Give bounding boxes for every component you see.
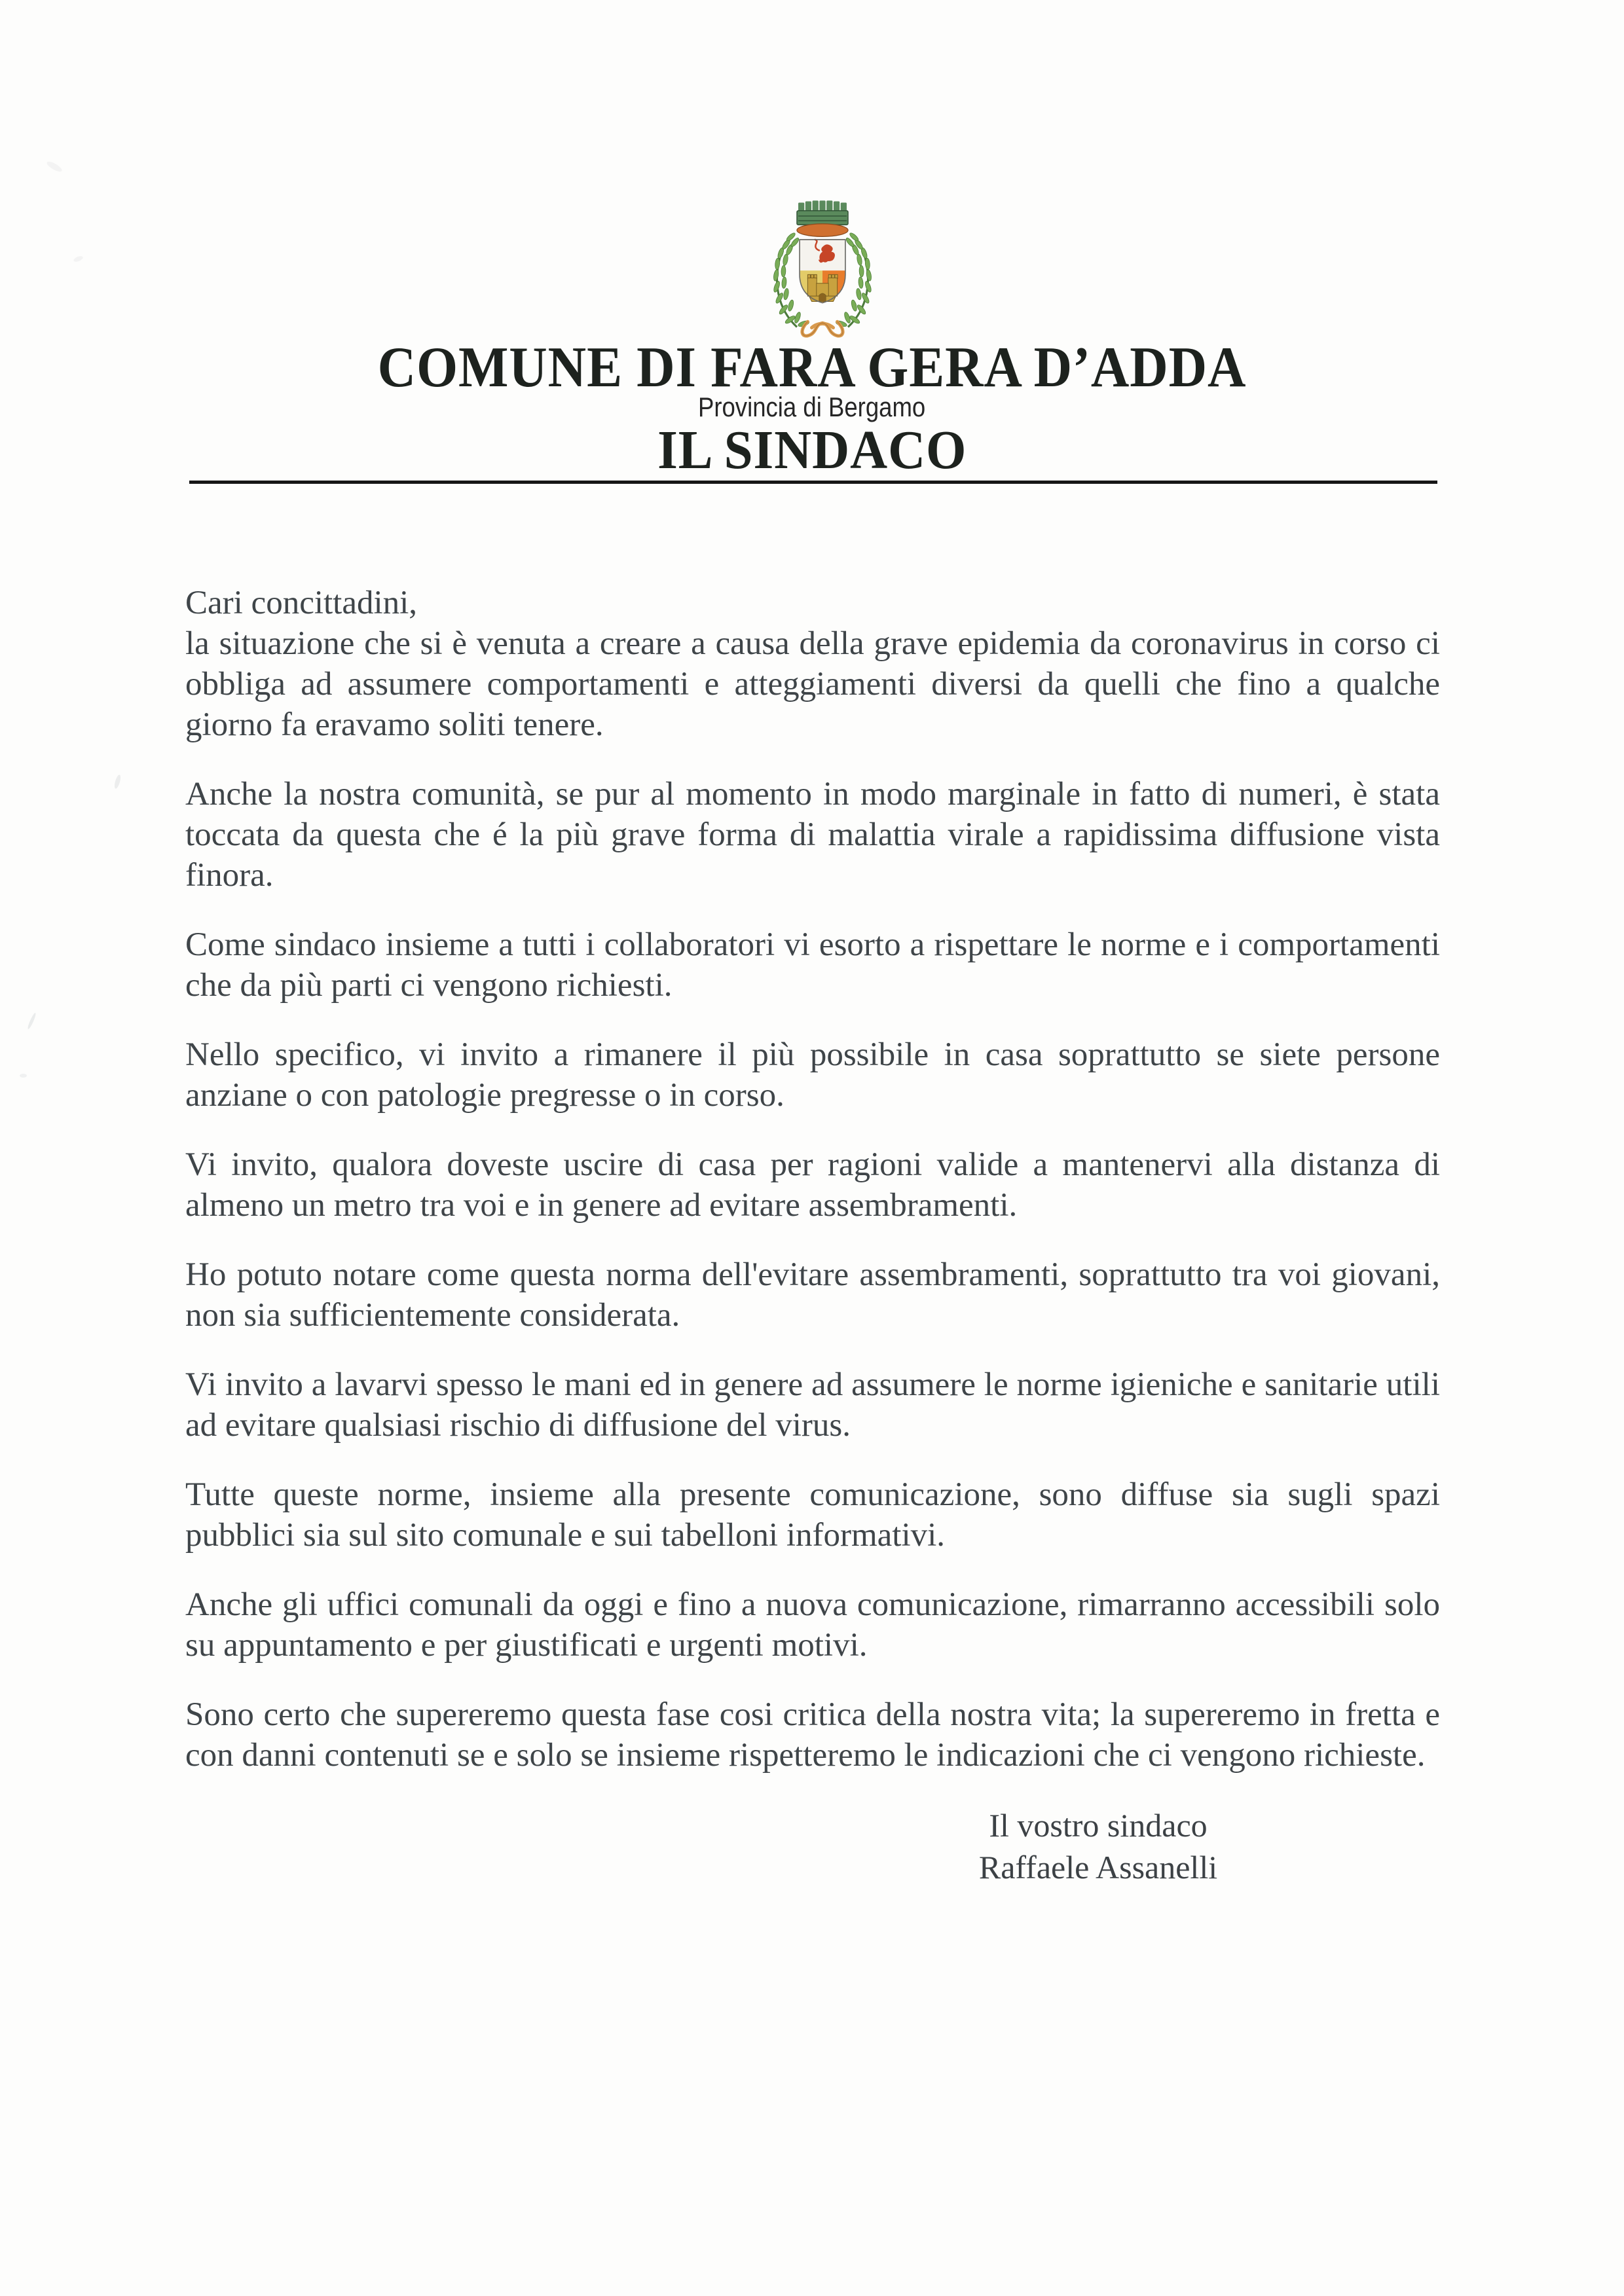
paragraph-8: Tutte queste norme, insieme alla presente comunicazione, sono diffuse sia sugli spazi pubblici sia sul sito comunale e sui tabelloni informativi.	[185, 1476, 1440, 1554]
header-divider	[189, 481, 1437, 484]
paragraph-1: la situazione che si è venuta a creare a causa della grave epidemia da coronavirus in corso ci obbliga ad assumere comportamenti e atteggiamenti diversi da quelli che fino a qualche giorno fa eravamo soliti tenere.	[185, 625, 1440, 743]
signature-block	[756, 1804, 1440, 1888]
scan-artifact	[113, 774, 122, 789]
paragraph-7: Vi invito a lavarvi spesso le mani ed in genere ad assumere le norme igieniche e sanitarie utili ad evitare qualsiasi rischio di diffusione del virus.	[185, 1366, 1440, 1444]
scan-artifact	[27, 1012, 37, 1030]
scan-artifact	[20, 1074, 27, 1078]
paragraph-4: Nello specifico, vi invito a rimanere il più possibile in casa soprattutto se siete persone anziane o con patologie pregresse o in corso.	[185, 1036, 1440, 1114]
paragraph-block	[185, 583, 1440, 745]
salutation: Cari concittadini,	[185, 585, 418, 621]
signature-role: Il vostro sindaco	[989, 1807, 1208, 1844]
municipal-coat-of-arms	[754, 190, 891, 339]
scan-artifact	[73, 255, 84, 263]
mural-crown-icon	[797, 200, 848, 225]
paragraph-2: Anche la nostra comunità, se pur al momento in modo marginale in fatto di numeri, è stata toccata da questa che é la più grave forma di malattia virale a rapidissima diffusione vista finora.	[185, 776, 1440, 894]
municipality-name: COMUNE DI FARA GERA D’ADDA	[377, 336, 1247, 399]
letter-body	[185, 583, 1440, 1888]
office-title: IL SINDACO	[657, 420, 967, 481]
paragraph-6: Ho potuto notare come questa norma dell'evitare assembramenti, soprattutto tra voi giovani, non sia sufficientemente considerata.	[185, 1256, 1440, 1334]
crown-cushion	[797, 224, 848, 237]
scan-artifact	[45, 160, 63, 173]
paragraph-3: Come sindaco insieme a tutti i collaboratori vi esorto a rispettare le norme e i comportamenti che da più parti ci vengono richiesti.	[185, 926, 1440, 1004]
paragraph-9: Anche gli uffici comunali da oggi e fino a nuova comunicazione, rimarranno accessibili solo su appuntamento e per giustificati e urgenti motivi.	[185, 1586, 1440, 1664]
province-subtitle: Provincia di Bergamo	[698, 392, 926, 422]
signature-name: Raffaele Assanelli	[978, 1849, 1218, 1886]
paragraph-10: Sono certo che supereremo questa fase cosi critica della nostra vita; la supereremo in fretta e con danni contenuti se e solo se insieme rispetteremo le indicazioni che ci vengono richieste.	[185, 1696, 1440, 1774]
paragraph-5: Vi invito, qualora doveste uscire di casa per ragioni valide a mantenervi alla distanza di almeno un metro tra voi e in genere ad evitare assembramenti.	[185, 1146, 1440, 1224]
